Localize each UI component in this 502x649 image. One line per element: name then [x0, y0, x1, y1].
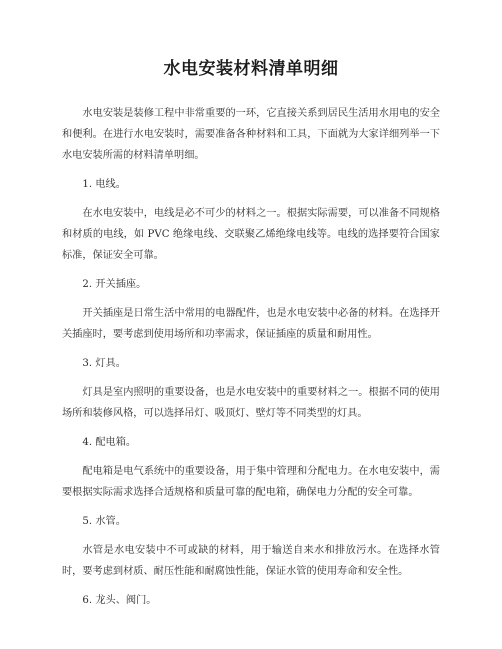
intro-paragraph: 水电安装是装修工程中非常重要的一环，它直接关系到居民生活用水用电的安全和便利。在进行水电安装时，需要准备各种材料和工具，下面就为大家详细列举一下水电安装所需的材料清单明细。	[62, 108, 440, 161]
item-heading-lamps: 3. 灯具。	[82, 358, 126, 369]
item-text-distribution-box: 配电箱是电气系统中的重要设备，用于集中管理和分配电力。在水电安装中，需要根据实际需求选择合适规格和质量可靠的配电箱，确保电力分配的安全可靠。	[62, 466, 440, 498]
item-text-lamps: 灯具是室内照明的重要设备，也是水电安装中的重要材料之一。根据不同的使用场所和装修风格，可以选择吊灯、吸顶灯、壁灯等不同类型的灯具。	[62, 387, 440, 419]
item-heading-wire: 1. 电线。	[82, 179, 126, 190]
item-heading-water-pipe: 5. 水管。	[82, 516, 126, 527]
item-text-wire: 在水电安装中，电线是必不可少的材料之一。根据实际需要，可以准备不同规格和材质的电线，如 PVC 绝缘电线、交联聚乙烯绝缘电线等。电线的选择要符合国家标准，保证安全可靠。	[62, 208, 440, 261]
item-heading-distribution-box: 4. 配电箱。	[82, 437, 137, 448]
item-text-switch-socket: 开关插座是日常生活中常用的电器配件，也是水电安装中必备的材料。在选择开关插座时，要考虑到使用场所和功率需求，保证插座的质量和耐用性。	[62, 308, 440, 340]
item-heading-switch-socket: 2. 开关插座。	[82, 279, 147, 290]
item-text-water-pipe: 水管是水电安装中不可或缺的材料，用于输送自来水和排放污水。在选择水管时，要考虑到材质、耐压性能和耐腐蚀性能，保证水管的使用寿命和安全性。	[62, 545, 440, 577]
item-heading-faucet-valve: 6. 龙头、阀门。	[82, 595, 157, 606]
page-title: 水电安装材料清单明细	[163, 59, 339, 79]
